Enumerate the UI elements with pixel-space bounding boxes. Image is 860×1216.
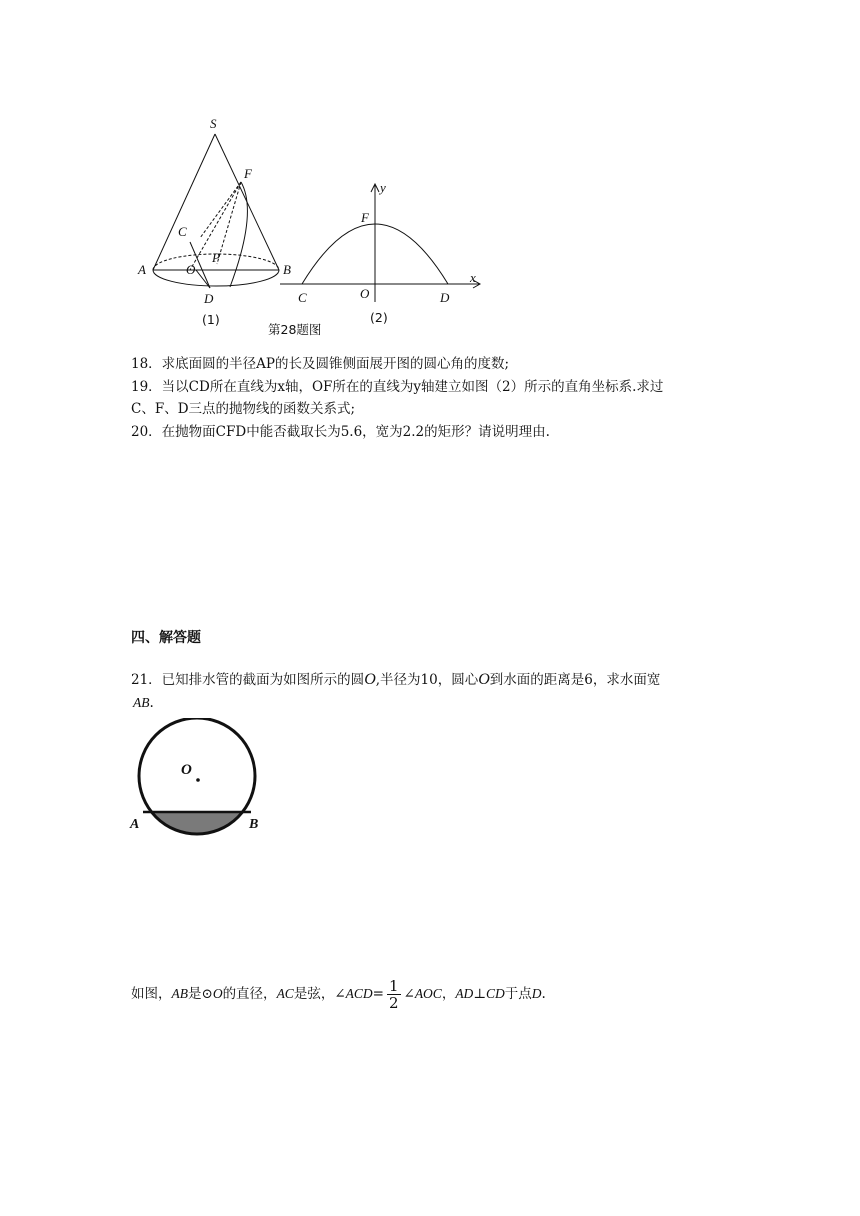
label-S: S [210, 116, 217, 131]
question-19-line-2: C、F、D三点的抛物线的函数关系式; [131, 401, 356, 417]
label-D: D [204, 291, 214, 306]
q21-text-a: 21．已知排水管的截面为如图所示的圆 [131, 672, 365, 688]
subfig-1-label: (1) [202, 312, 220, 327]
fig21-label-A: A [130, 817, 140, 832]
final-equals: = [372, 986, 384, 1002]
final-var-O: O [212, 986, 223, 1001]
axis-x-label: x [470, 270, 476, 285]
final-problem-statement [131, 976, 546, 1012]
final-text-4: 是弦，∠ [293, 986, 346, 1002]
final-var-D: D [531, 986, 542, 1001]
q21-var-O2: O [478, 671, 490, 688]
fig21-label-O: O [181, 762, 192, 778]
fig21-label-B: B [249, 817, 259, 832]
figure-caption: 第28题图 [268, 322, 322, 337]
label-P: P [212, 250, 220, 265]
fraction-denominator: 2 [388, 994, 399, 1012]
parabola-figure [280, 184, 480, 302]
subfig-2-label: (2) [370, 310, 388, 325]
q21-var-O: O [364, 671, 376, 688]
final-text-7: 于点 [504, 986, 532, 1002]
cone-labels [137, 116, 321, 337]
label-B: B [283, 262, 291, 277]
final-var-AC: AC [276, 986, 294, 1001]
final-var-AD: AD [455, 986, 474, 1001]
question-21-line-2 [133, 693, 154, 713]
fraction-one-half [387, 978, 401, 1011]
final-text-3: 的直径， [222, 986, 277, 1002]
final-perp-symbol: ⊥ [473, 986, 487, 1002]
final-text-1: 如图， [131, 986, 172, 1002]
label-A: A [138, 262, 146, 277]
parab-label-D: D [440, 290, 450, 305]
label-F: F [244, 166, 252, 181]
parab-label-C: C [298, 290, 307, 305]
fraction-numerator: 1 [388, 977, 399, 995]
label-O: O [186, 262, 196, 277]
question-18: 18．求底面圆的半径AP的长及圆锥侧面展开图的圆心角的度数; [131, 356, 510, 372]
q21-text-b: ,半径为10，圆心 [375, 672, 479, 688]
final-var-AB: AB [171, 986, 188, 1001]
parab-label-F: F [361, 210, 369, 225]
label-C: C [178, 224, 187, 239]
question-19-line-1: 19．当以CD所在直线为x轴，OF所在的直线为y轴建立如图（2）所示的直角坐标系.求过 [131, 379, 664, 395]
final-angle-symbol: ∠ [403, 986, 415, 1002]
center-point [196, 778, 200, 782]
final-var-CD: CD [486, 986, 505, 1001]
figure-28 [130, 112, 490, 342]
parab-label-O: O [360, 286, 370, 301]
final-var-AOC: AOC [414, 986, 442, 1001]
section-heading: 四、解答题 [131, 630, 201, 646]
final-text-2: 是⊙ [188, 986, 213, 1002]
final-text-8: . [541, 986, 546, 1002]
axis-y-label: y [380, 180, 386, 195]
figure-21 [125, 718, 270, 838]
question-21-line-1 [131, 670, 660, 690]
final-var-ACD: ACD [345, 986, 373, 1001]
q21-end: . [149, 695, 154, 711]
q21-var-AB: AB [133, 695, 150, 710]
q21-text-c: 到水面的距离是6，求水面宽 [489, 672, 661, 688]
question-20: 20．在抛物面CFD中能否截取长为5.6，宽为2.2的矩形？请说明理由. [131, 424, 550, 440]
final-text-6: ， [441, 986, 456, 1002]
